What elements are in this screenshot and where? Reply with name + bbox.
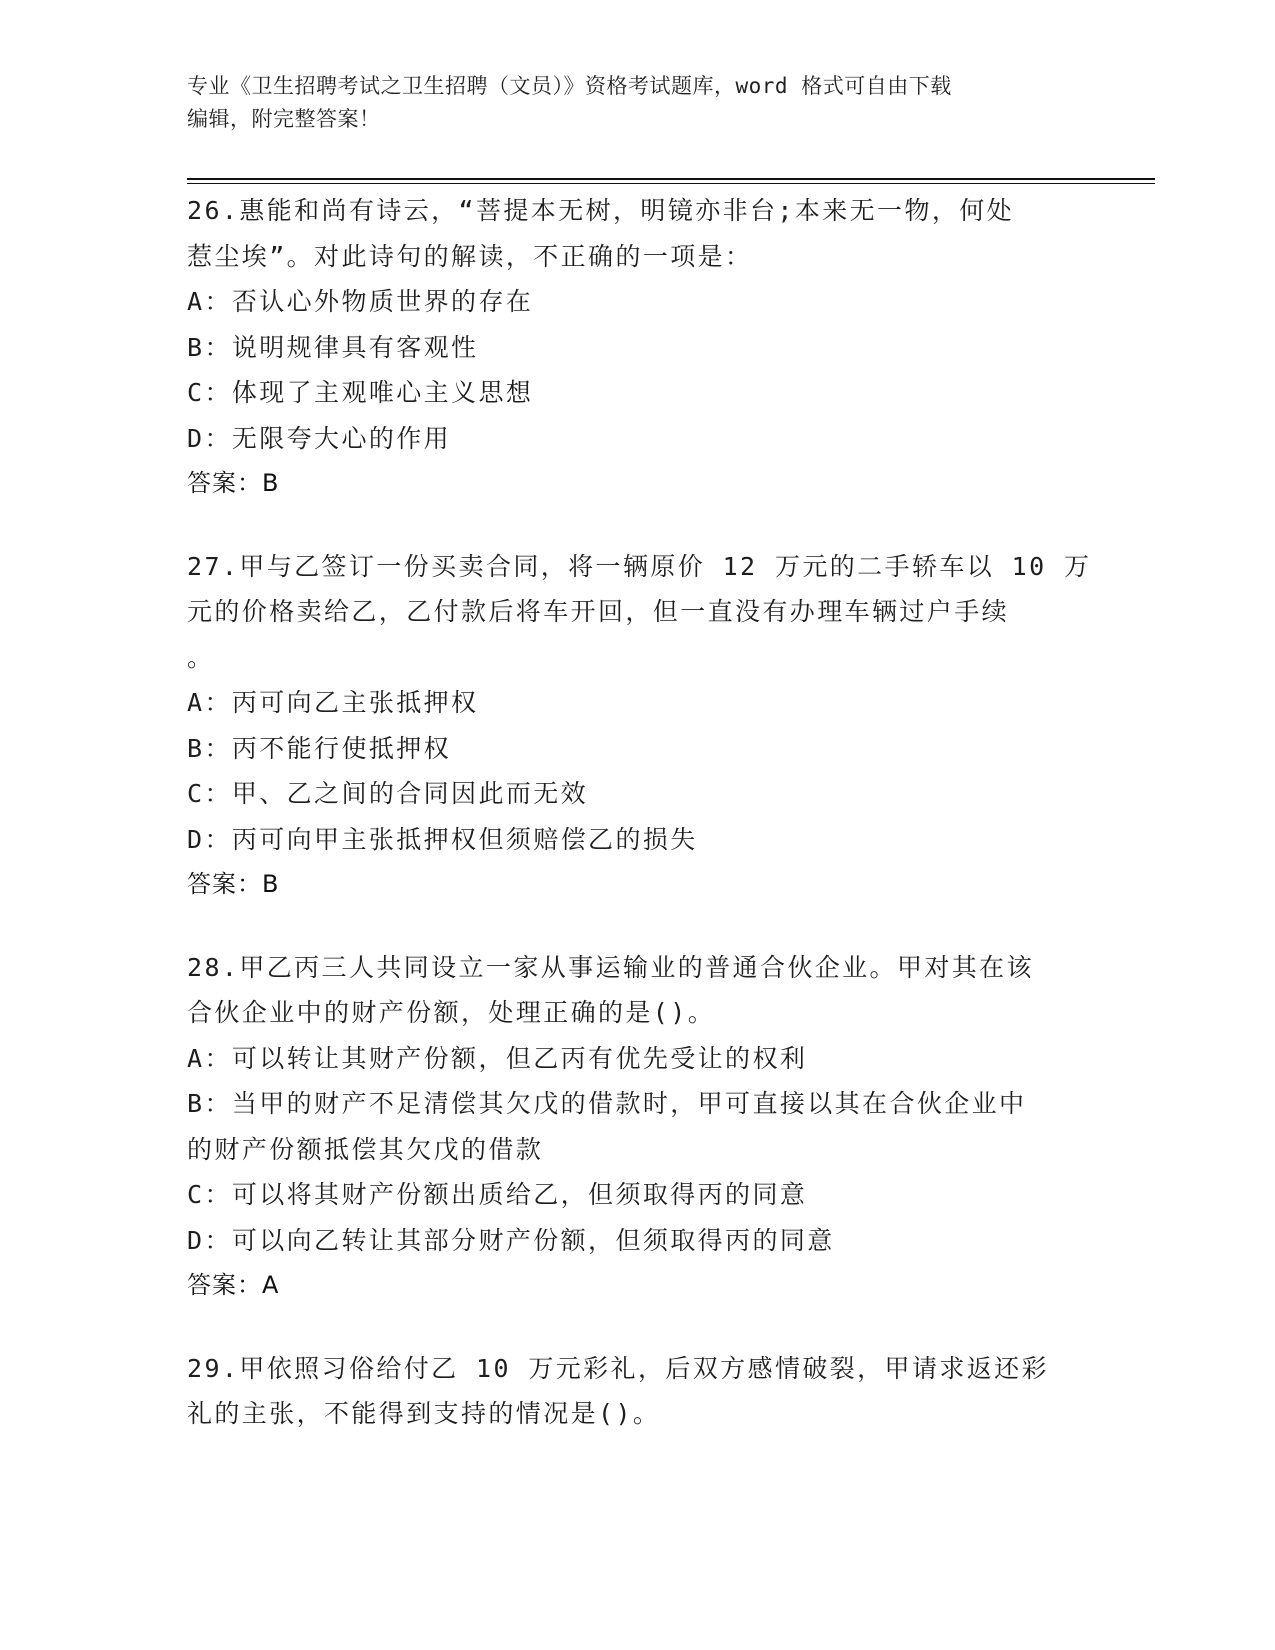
- option-c: C：体现了主观唯心主义思想: [187, 378, 534, 407]
- question-stem-line: 惹尘埃”。对此诗句的解读，不正确的一项是：: [187, 241, 753, 271]
- option-c: C：可以将其财产份额出质给乙，但须取得丙的同意: [187, 1180, 808, 1209]
- option-d: D：可以向乙转让其部分财产份额，但须取得丙的同意: [187, 1225, 835, 1255]
- question-list: [187, 188, 1092, 1474]
- question-26: [187, 188, 1067, 507]
- option-a: A：可以转让其财产份额，但乙丙有优先受让的权利: [187, 1043, 808, 1073]
- question-29: [187, 1346, 1067, 1437]
- question-stem-line: 27.甲与乙签订一份买卖合同，将一辆原价 12 万元的二手轿车以 10 万: [187, 551, 1092, 581]
- header-line-1: 专业《卫生招聘考试之卫生招聘（文员）》资格考试题库，word 格式可自由下载: [187, 74, 952, 98]
- header-divider-thick: [187, 178, 1155, 180]
- question-stem-line: 。: [187, 642, 215, 672]
- option-b: B：当甲的财产不足清偿其欠戊的借款时，甲可直接以其在合伙企业中: [187, 1089, 1027, 1118]
- answer-label: 答案：A: [187, 1271, 280, 1299]
- question-stem-line: 元的价格卖给乙，乙付款后将车开回，但一直没有办理车辆过户手续: [187, 597, 1010, 626]
- question-stem-line: 28.甲乙丙三人共同设立一家从事运输业的普通合伙企业。甲对其在该: [187, 952, 1034, 982]
- question-stem-line: 合伙企业中的财产份额，处理正确的是()。: [187, 998, 716, 1027]
- option-b: B：丙不能行使抵押权: [187, 733, 452, 763]
- option-b-continued: 的财产份额抵偿其欠戊的借款: [187, 1134, 544, 1164]
- header-line-2: 编辑，附完整答案！: [187, 107, 381, 131]
- option-b: B：说明规律具有客观性: [187, 332, 479, 362]
- answer-label: 答案：B: [187, 469, 280, 497]
- option-d: D：无限夸大心的作用: [187, 423, 452, 453]
- document-header: [187, 70, 1067, 136]
- option-a: A：丙可向乙主张抵押权: [187, 688, 479, 717]
- question-stem-line: 礼的主张，不能得到支持的情况是()。: [187, 1399, 661, 1428]
- answer-label: 答案：B: [187, 870, 280, 898]
- question-stem-line: 26.惠能和尚有诗云，“菩提本无树，明镜亦非台;本来无一物，何处: [187, 196, 1015, 225]
- option-d: D：丙可向甲主张抵押权但须赔偿乙的损失: [187, 824, 698, 854]
- question-28: [187, 945, 1067, 1309]
- option-c: C：甲、乙之间的合同因此而无效: [187, 779, 589, 808]
- question-stem-line: 29.甲依照习俗给付乙 10 万元彩礼，后双方感情破裂，甲请求返还彩: [187, 1353, 1049, 1383]
- header-divider-thin: [187, 183, 1155, 184]
- question-27: [187, 544, 1092, 908]
- option-a: A：否认心外物质世界的存在: [187, 287, 534, 316]
